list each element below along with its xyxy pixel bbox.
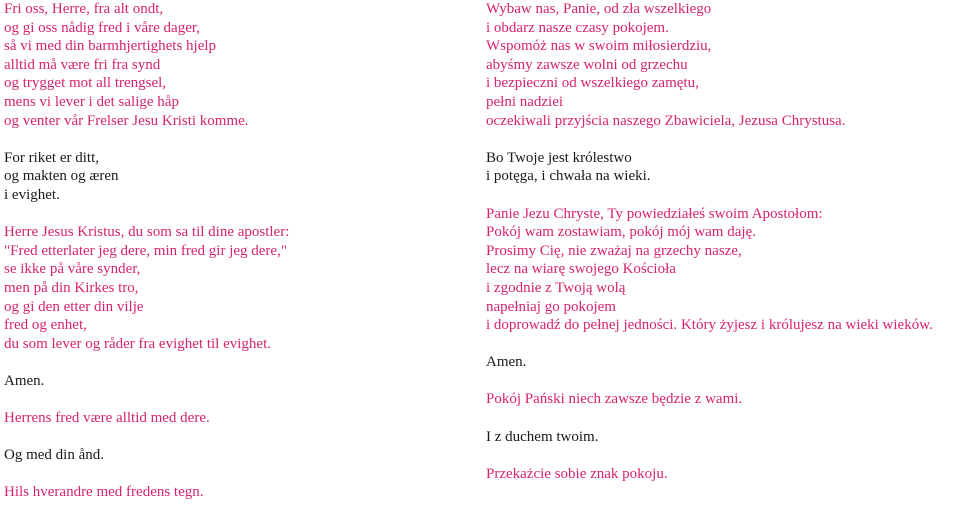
text-line: Przekażcie sobie znak pokoju. bbox=[486, 465, 668, 482]
text-line: Wspomóż nas w swoim miłosierdziu, bbox=[486, 38, 712, 55]
text-line: Amen. bbox=[4, 372, 45, 389]
norwegian-column bbox=[4, 0, 474, 521]
leader-text-paragraph bbox=[486, 0, 958, 130]
text-line: Fri oss, Herre, fra alt ondt, bbox=[4, 1, 164, 17]
leader-text-paragraph bbox=[4, 483, 474, 502]
text-line: så vi med din barmhjertighets hjelp bbox=[4, 38, 217, 55]
polish-column bbox=[486, 0, 958, 502]
leader-text-paragraph bbox=[4, 0, 474, 130]
leader-text-paragraph bbox=[486, 390, 958, 409]
text-line: Pokój Pański niech zawsze będzie z wami. bbox=[486, 391, 743, 408]
text-line: Herrens fred være alltid med dere. bbox=[4, 410, 210, 427]
text-line: Amen. bbox=[486, 354, 527, 371]
response-text-paragraph bbox=[486, 428, 958, 447]
text-line: i doprowadź do pełnej jedności. Który żyjesz i królujesz na wieki wieków. bbox=[486, 317, 933, 334]
text-line: mens vi lever i det salige håp bbox=[4, 93, 179, 110]
text-line: i obdarz nasze czasy pokojem. bbox=[486, 19, 669, 36]
text-line: og gi oss nådig fred i våre dager, bbox=[4, 19, 201, 36]
text-line: Prosimy Cię, nie zważaj na grzechy nasze, bbox=[486, 242, 742, 259]
text-line: og trygget mot all trengsel, bbox=[4, 75, 167, 92]
text-line: i bezpieczni od wszelkiego zamętu, bbox=[486, 75, 699, 92]
text-line: i zgodnie z Twoją wolą bbox=[486, 279, 626, 296]
leader-text-paragraph bbox=[4, 223, 474, 353]
text-line: alltid må være fri fra synd bbox=[4, 56, 161, 73]
leader-text-paragraph bbox=[486, 465, 958, 484]
text-line: Bo Twoje jest królestwo bbox=[486, 149, 632, 166]
response-text-paragraph bbox=[486, 353, 958, 372]
text-line: og venter vår Frelser Jesu Kristi komme. bbox=[4, 112, 249, 129]
leader-text-paragraph bbox=[486, 205, 958, 335]
text-line: og makten og æren bbox=[4, 168, 119, 185]
text-line: oczekiwali przyjścia naszego Zbawiciela, Jezusa Chrystusa. bbox=[486, 112, 846, 129]
text-line: og gi den etter din vilje bbox=[4, 298, 144, 315]
text-line: I z duchem twoim. bbox=[486, 428, 599, 445]
text-line: napełniaj go pokojem bbox=[486, 298, 616, 315]
text-line: lecz na wiarę swojego Kościoła bbox=[486, 261, 676, 278]
text-line: Panie Jezu Chryste, Ty powiedziałeś swoim Apostołom: bbox=[486, 205, 823, 222]
text-line: For riket er ditt, bbox=[4, 149, 99, 166]
response-text-paragraph bbox=[4, 149, 474, 205]
text-line: "Fred etterlater jeg dere, min fred gir jeg dere," bbox=[4, 242, 287, 259]
text-line: i potęga, i chwała na wieki. bbox=[486, 168, 651, 185]
text-line: Pokój wam zostawiam, pokój mój wam daję. bbox=[486, 224, 756, 241]
response-text-paragraph bbox=[486, 149, 958, 186]
text-line: Og med din ånd. bbox=[4, 447, 104, 464]
text-line: abyśmy zawsze wolni od grzechu bbox=[486, 56, 688, 73]
text-line: se ikke på våre synder, bbox=[4, 261, 141, 278]
text-line: du som lever og råder fra evighet til evighet. bbox=[4, 335, 271, 352]
response-text-paragraph bbox=[4, 446, 474, 465]
text-line: Herre Jesus Kristus, du som sa til dine apostler: bbox=[4, 224, 290, 241]
leader-text-paragraph bbox=[4, 409, 474, 428]
response-text-paragraph bbox=[4, 372, 474, 391]
text-line: pełni nadziei bbox=[486, 93, 564, 110]
text-line: Wybaw nas, Panie, od zła wszelkiego bbox=[486, 1, 712, 17]
text-line: fred og enhet, bbox=[4, 317, 87, 334]
text-line: men på din Kirkes tro, bbox=[4, 279, 139, 296]
text-line: i evighet. bbox=[4, 186, 60, 203]
text-line: Hils hverandre med fredens tegn. bbox=[4, 484, 204, 501]
